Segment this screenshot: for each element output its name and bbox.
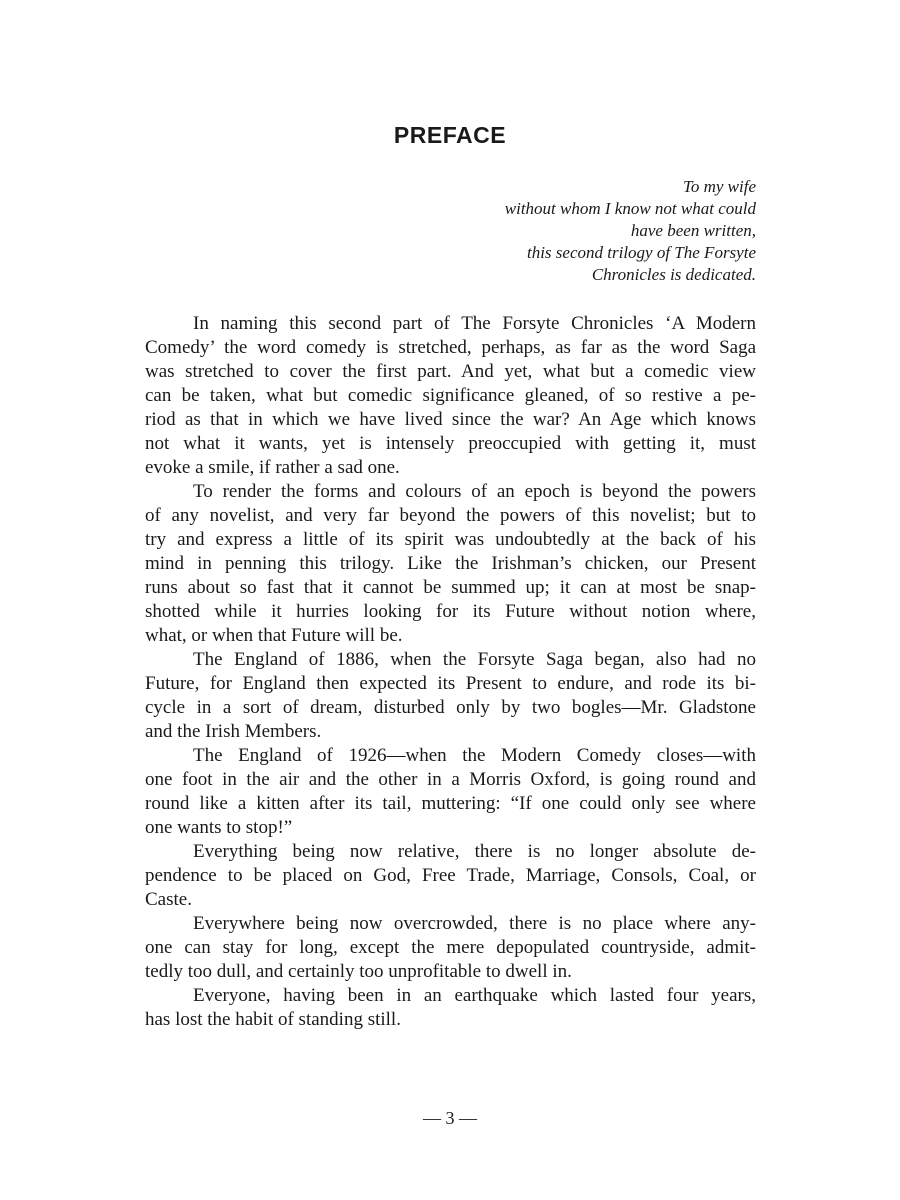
page-title: PREFACE bbox=[393, 122, 507, 148]
text-line: has lost the habit of standing still. bbox=[145, 1009, 401, 1030]
text-line: of any novelist, and very far beyond the powers of this novelist; but to bbox=[145, 505, 756, 526]
paragraph bbox=[145, 840, 756, 912]
text-line: Comedy’ the word comedy is stretched, perhaps, as far as the word Saga bbox=[145, 337, 756, 358]
text-line: The England of 1886, when the Forsyte Saga began, also had no bbox=[193, 649, 756, 670]
text-line: cycle in a sort of dream, disturbed only by two bogles—Mr. Gladstone bbox=[145, 697, 756, 718]
text-line: Caste. bbox=[145, 889, 192, 910]
text-line: can be taken, what but comedic significance gleaned, of so restive a pe- bbox=[145, 385, 756, 406]
dedication-line: To my wife bbox=[682, 177, 756, 196]
text-line: riod as that in which we have lived since the war? An Age which knows bbox=[145, 409, 756, 430]
text-line: round like a kitten after its tail, muttering: “If one could only see where bbox=[145, 793, 756, 814]
page-number: — 3 — bbox=[423, 1108, 477, 1128]
text-line: Everyone, having been in an earthquake which lasted four years, bbox=[193, 985, 756, 1006]
text-line: pendence to be placed on God, Free Trade, Marriage, Consols, Coal, or bbox=[145, 865, 756, 886]
paragraph bbox=[145, 480, 756, 648]
paragraph bbox=[145, 648, 756, 744]
text-line: In naming this second part of The Forsyte Chronicles ‘A Modern bbox=[193, 313, 756, 334]
preface-body bbox=[145, 312, 756, 1032]
dedication-line: Chronicles is dedicated. bbox=[591, 265, 756, 284]
dedication-line: without whom I know not what could bbox=[504, 199, 756, 218]
text-line: was stretched to cover the first part. And yet, what but a comedic view bbox=[145, 361, 756, 382]
paragraph bbox=[145, 912, 756, 984]
paragraph bbox=[145, 744, 756, 840]
text-line: what, or when that Future will be. bbox=[145, 625, 403, 646]
text-line: try and express a little of its spirit was undoubtedly at the back of his bbox=[145, 529, 756, 550]
text-line: mind in penning this trilogy. Like the Irishman’s chicken, our Present bbox=[145, 553, 756, 574]
text-line: shotted while it hurries looking for its Future without notion where, bbox=[145, 601, 756, 622]
text-line: runs about so fast that it cannot be summed up; it can at most be snap- bbox=[145, 577, 756, 598]
paragraph bbox=[145, 312, 756, 480]
text-line: one can stay for long, except the mere depopulated countryside, admit- bbox=[145, 937, 756, 958]
text-line: not what it wants, yet is intensely preoccupied with getting it, must bbox=[145, 433, 756, 454]
paragraph bbox=[145, 984, 756, 1032]
text-line: tedly too dull, and certainly too unprofitable to dwell in. bbox=[145, 961, 572, 982]
dedication bbox=[440, 176, 756, 286]
dedication-line: this second trilogy of The Forsyte bbox=[526, 243, 756, 262]
text-line: and the Irish Members. bbox=[145, 721, 322, 742]
text-line: The England of 1926—when the Modern Comedy closes—with bbox=[193, 745, 756, 766]
text-line: one wants to stop!” bbox=[145, 817, 293, 838]
text-line: Future, for England then expected its Present to endure, and rode its bi- bbox=[145, 673, 756, 694]
text-line: Everything being now relative, there is no longer absolute de- bbox=[193, 841, 756, 862]
dedication-line: have been written, bbox=[630, 221, 756, 240]
text-line: To render the forms and colours of an epoch is beyond the powers bbox=[193, 481, 756, 502]
text-line: evoke a smile, if rather a sad one. bbox=[145, 457, 400, 478]
text-line: one foot in the air and the other in a Morris Oxford, is going round and bbox=[145, 769, 756, 790]
text-line: Everywhere being now overcrowded, there is no place where any- bbox=[193, 913, 756, 934]
